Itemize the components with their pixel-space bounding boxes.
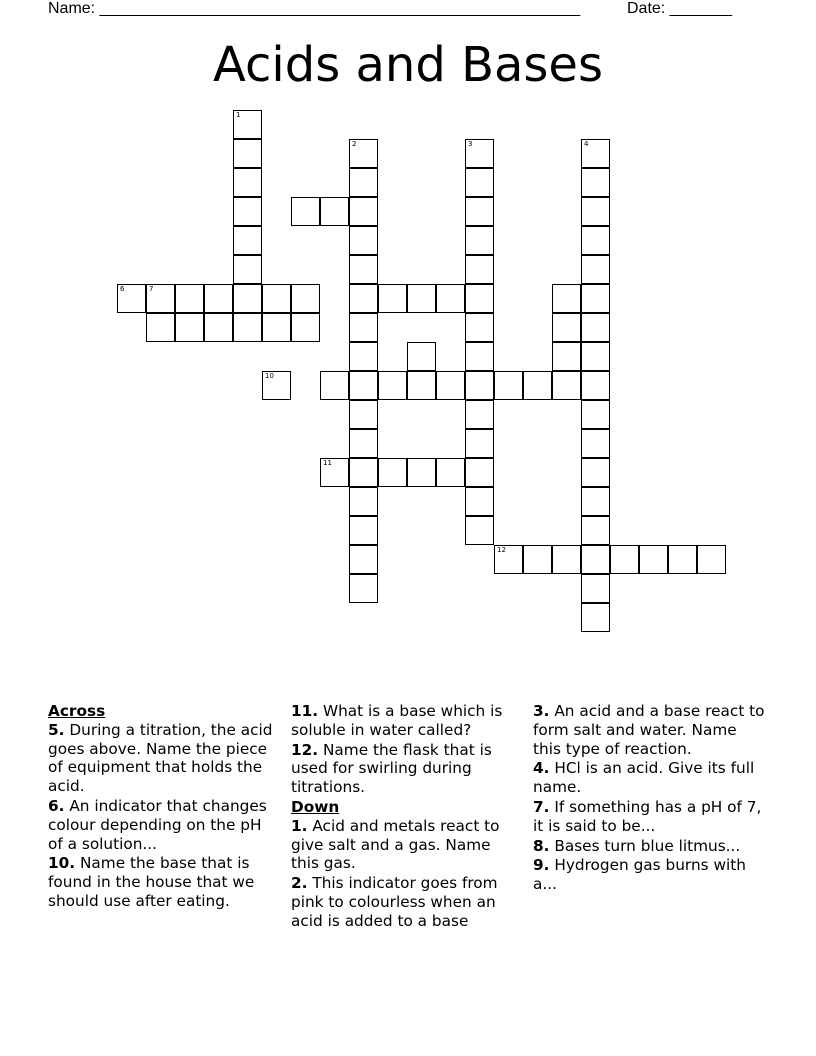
clue-number: 1. [291,816,308,835]
clue-number: 11. [291,702,319,720]
crossword-cell[interactable] [552,284,581,313]
clue-text: Acid and metals react to give salt and a gas. Name this gas. [291,816,500,873]
clue-number: 5. [48,720,65,739]
crossword-cell[interactable] [349,226,378,255]
crossword-cell[interactable] [349,400,378,429]
crossword-cell[interactable] [581,400,610,429]
clue-text: An indicator that changes colour depending on the pH of a solution... [48,796,267,853]
clue-number-label: 6 [120,285,125,293]
crossword-cell[interactable] [204,284,233,313]
crossword-cell[interactable] [465,429,494,458]
crossword-cell[interactable] [233,255,262,284]
crossword-cell[interactable] [407,284,436,313]
crossword-cell[interactable] [349,371,378,400]
crossword-cell[interactable] [204,313,233,342]
crossword-cell[interactable] [320,371,349,400]
clue-across-6 [48,797,280,853]
crossword-cell[interactable] [349,139,378,168]
crossword-cell[interactable] [349,545,378,574]
crossword-cell[interactable] [581,226,610,255]
clue-text: Name the flask that is used for swirling during titrations. [291,740,492,797]
crossword-cell[interactable] [349,255,378,284]
crossword-cell[interactable] [233,168,262,197]
clue-number-label: 3 [468,140,473,148]
crossword-cell[interactable] [581,255,610,284]
crossword-cell[interactable] [233,197,262,226]
crossword-cell[interactable] [320,458,349,487]
crossword-cell[interactable] [465,516,494,545]
clue-number: 8. [533,836,550,855]
crossword-cell[interactable] [262,371,291,400]
down-heading: Down [291,797,340,816]
crossword-cell[interactable] [349,458,378,487]
crossword-cell[interactable] [494,371,523,400]
clue-text: Bases turn blue litmus... [554,836,741,855]
clue-number-label: 2 [352,140,357,148]
crossword-cell[interactable] [262,313,291,342]
crossword-cell[interactable] [639,545,668,574]
crossword-cell[interactable] [465,226,494,255]
crossword-cell[interactable] [465,487,494,516]
crossword-cell[interactable] [436,284,465,313]
crossword-cell[interactable] [465,284,494,313]
clues-column-1 [48,702,280,912]
crossword-cell[interactable] [146,313,175,342]
clue-number: 2. [291,874,308,893]
crossword-cell[interactable] [291,284,320,313]
crossword-cell[interactable] [465,400,494,429]
crossword-cell[interactable] [523,545,552,574]
clue-number: 6. [48,796,65,815]
crossword-cell[interactable] [581,168,610,197]
crossword-cell[interactable] [581,342,610,371]
crossword-cell[interactable] [378,458,407,487]
crossword-cell[interactable] [262,284,291,313]
crossword-cell[interactable] [465,371,494,400]
crossword-cell[interactable] [291,197,320,226]
clue-number-label: 7 [149,285,154,293]
clue-text: Hydrogen gas burns with a... [533,856,746,894]
crossword-cell[interactable] [465,313,494,342]
clue-number: 7. [533,797,550,816]
crossword-cell[interactable] [175,313,204,342]
date-field-label: Date: _______ [627,0,732,17]
clues-column-3 [533,702,765,895]
clue-number-label: 10 [265,372,274,380]
crossword-cell[interactable] [581,603,610,632]
clues-column-2 [291,702,523,932]
crossword-cell[interactable] [465,197,494,226]
crossword-cell[interactable] [581,284,610,313]
clue-text: An acid and a base react to form salt and water. Name this type of reaction. [533,702,765,758]
crossword-cell[interactable] [494,545,523,574]
clue-down-2 [291,874,523,930]
crossword-cell[interactable] [407,458,436,487]
crossword-cell[interactable] [552,545,581,574]
clue-across-12 [291,741,523,797]
crossword-cell[interactable] [349,284,378,313]
crossword-cell[interactable] [349,168,378,197]
clue-number: 4. [533,759,550,778]
crossword-cell[interactable] [349,574,378,603]
clue-down-1 [291,817,523,873]
crossword-cell[interactable] [146,284,175,313]
clue-across-11 [291,702,523,740]
clue-down-4 [533,759,765,797]
crossword-cell[interactable] [465,255,494,284]
clue-down-3 [533,702,765,758]
crossword-cell[interactable] [349,342,378,371]
crossword-cell[interactable] [552,313,581,342]
crossword-cell[interactable] [378,371,407,400]
crossword-cell[interactable] [581,197,610,226]
clue-down-9 [533,856,765,894]
crossword-cell[interactable] [581,545,610,574]
clue-text: What is a base which is soluble in water called? [291,702,503,739]
crossword-cell[interactable] [581,574,610,603]
crossword-cell[interactable] [668,545,697,574]
across-heading: Across [48,702,106,720]
crossword-cell[interactable] [436,371,465,400]
page-title: Acids and Bases [213,37,603,93]
crossword-cell[interactable] [349,487,378,516]
crossword-cell[interactable] [581,313,610,342]
crossword-cell[interactable] [465,139,494,168]
crossword-cell[interactable] [233,226,262,255]
clue-number: 12. [291,740,319,759]
clue-number-label: 11 [323,459,332,467]
crossword-cell[interactable] [581,371,610,400]
clue-across-10 [48,854,280,910]
crossword-cell[interactable] [523,371,552,400]
clue-number-label: 12 [497,546,506,554]
clue-down-8 [533,837,765,856]
crossword-cell[interactable] [291,313,320,342]
crossword-cell[interactable] [407,371,436,400]
crossword-cell[interactable] [581,458,610,487]
crossword-cell[interactable] [552,342,581,371]
crossword-cell[interactable] [407,342,436,371]
crossword-cell[interactable] [465,342,494,371]
crossword-cell[interactable] [349,197,378,226]
crossword-cell[interactable] [581,429,610,458]
crossword-cell[interactable] [581,139,610,168]
clue-text: Name the base that is found in the house that we should use after eating. [48,854,255,910]
crossword-cell[interactable] [320,197,349,226]
crossword-cell[interactable] [465,168,494,197]
crossword-cell[interactable] [233,139,262,168]
clue-down-7 [533,798,765,836]
crossword-cell[interactable] [349,516,378,545]
clue-number: 3. [533,702,550,720]
crossword-cell[interactable] [465,458,494,487]
crossword-cell[interactable] [436,458,465,487]
crossword-cell[interactable] [610,545,639,574]
crossword-cell[interactable] [233,284,262,313]
clue-text: If something has a pH of 7, it is said to be... [533,797,762,835]
clue-text: HCl is an acid. Give its full name. [533,759,755,797]
clue-text: This indicator goes from pink to colourless when an acid is added to a base [291,874,498,930]
crossword-cell[interactable] [349,313,378,342]
crossword-cell[interactable] [233,313,262,342]
crossword-cell[interactable] [378,284,407,313]
crossword-cell[interactable] [349,429,378,458]
clue-number-label: 1 [236,111,241,119]
clue-across-5 [48,721,280,796]
name-field-label: Name: ______________________________________________________ [48,0,581,17]
clue-number-label: 4 [584,140,589,148]
crossword-cell[interactable] [581,516,610,545]
crossword-cell[interactable] [175,284,204,313]
crossword-cell[interactable] [117,284,146,313]
crossword-cell[interactable] [552,371,581,400]
clue-number: 9. [533,856,550,875]
clue-number: 10. [48,854,76,873]
crossword-cell[interactable] [233,110,262,139]
crossword-cell[interactable] [581,487,610,516]
crossword-cell[interactable] [697,545,726,574]
clue-text: During a titration, the acid goes above. Name the piece of equipment that holds the acid. [48,720,273,796]
